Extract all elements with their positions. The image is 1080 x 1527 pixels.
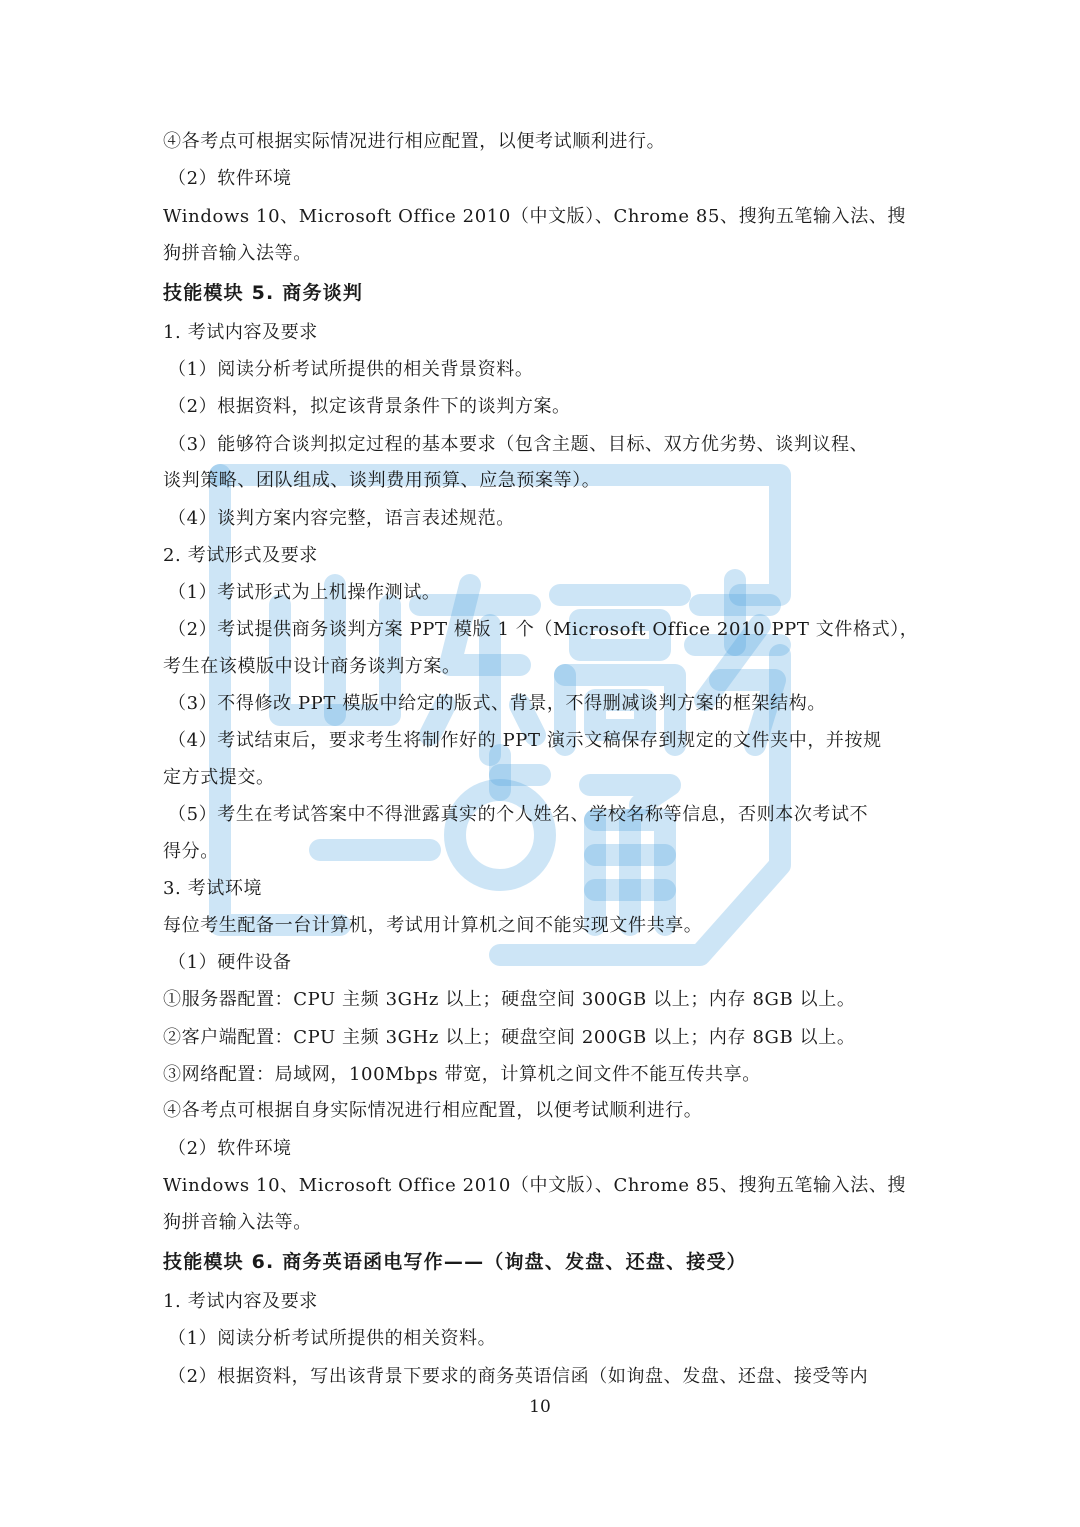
subsection-title: 2. 考试形式及要求	[163, 545, 318, 566]
text-line: ③网络配置：局域网，100Mbps 带宽，计算机之间文件不能互传共享。	[163, 1064, 761, 1085]
text-line: ①服务器配置：CPU 主频 3GHz 以上；硬盘空间 300GB 以上；内存 8GB 以上。	[163, 989, 856, 1010]
text-line: （1）考试形式为上机操作测试。	[168, 582, 441, 603]
section-heading: 技能模块 5. 商务谈判	[163, 282, 364, 304]
text-line: 定方式提交。	[163, 767, 275, 788]
subsection-title: 3. 考试环境	[163, 878, 263, 899]
subsection-title: 1. 考试内容及要求	[163, 322, 318, 343]
text-line: （2）根据资料，写出该背景下要求的商务英语信函（如询盘、发盘、还盘、接受等内	[168, 1366, 869, 1387]
text-line: （1）硬件设备	[168, 952, 292, 973]
text-line: 每位考生配备一台计算机，考试用计算机之间不能实现文件共享。	[163, 915, 703, 936]
text-line: 考生在该模版中设计商务谈判方案。	[163, 656, 461, 677]
text-line: Windows 10、Microsoft Office 2010（中文版）、Chrome 85、搜狗五笔输入法、搜	[163, 206, 907, 227]
text-line: ④各考点可根据自身实际情况进行相应配置，以便考试顺利进行。	[163, 1100, 703, 1121]
text-line: （2）考试提供商务谈判方案 PPT 模版 1 个（Microsoft Office 2010 PPT 文件格式），	[168, 619, 919, 640]
section-heading: 技能模块 6. 商务英语函电写作——（询盘、发盘、还盘、接受）	[163, 1251, 747, 1273]
text-line: （2）软件环境	[168, 168, 292, 189]
text-line: （3）不得修改 PPT 模版中给定的版式、背景，不得删减谈判方案的框架结构。	[168, 693, 826, 714]
text-line: Windows 10、Microsoft Office 2010（中文版）、Chrome 85、搜狗五笔输入法、搜	[163, 1175, 907, 1196]
text-line: （3）能够符合谈判拟定过程的基本要求（包含主题、目标、双方优劣势、谈判议程、	[168, 434, 869, 455]
text-line: （2）根据资料，拟定该背景条件下的谈判方案。	[168, 396, 571, 417]
text-line: （2）软件环境	[168, 1138, 292, 1159]
text-line: 得分。	[163, 841, 219, 862]
subsection-title: 1. 考试内容及要求	[163, 1291, 318, 1312]
text-line: ④各考点可根据实际情况进行相应配置，以便考试顺利进行。	[163, 131, 666, 152]
text-line: 谈判策略、团队组成、谈判费用预算、应急预案等）。	[163, 470, 601, 491]
text-line: （5）考生在考试答案中不得泄露真实的个人姓名、学校名称等信息，否则本次考试不	[168, 804, 869, 825]
text-line: （4）考试结束后，要求考生将制作好的 PPT 演示文稿保存到规定的文件夹中，并按规	[168, 730, 882, 751]
text-line: （1）阅读分析考试所提供的相关背景资料。	[168, 359, 534, 380]
page-number: 10	[529, 1397, 551, 1417]
text-line: （1）阅读分析考试所提供的相关资料。	[168, 1328, 497, 1349]
text-line: （4）谈判方案内容完整，语言表述规范。	[168, 508, 515, 529]
text-line: 狗拼音输入法等。	[163, 1212, 312, 1233]
text-line: ②客户端配置：CPU 主频 3GHz 以上；硬盘空间 200GB 以上；内存 8GB 以上。	[163, 1027, 856, 1048]
text-line: 狗拼音输入法等。	[163, 243, 312, 264]
